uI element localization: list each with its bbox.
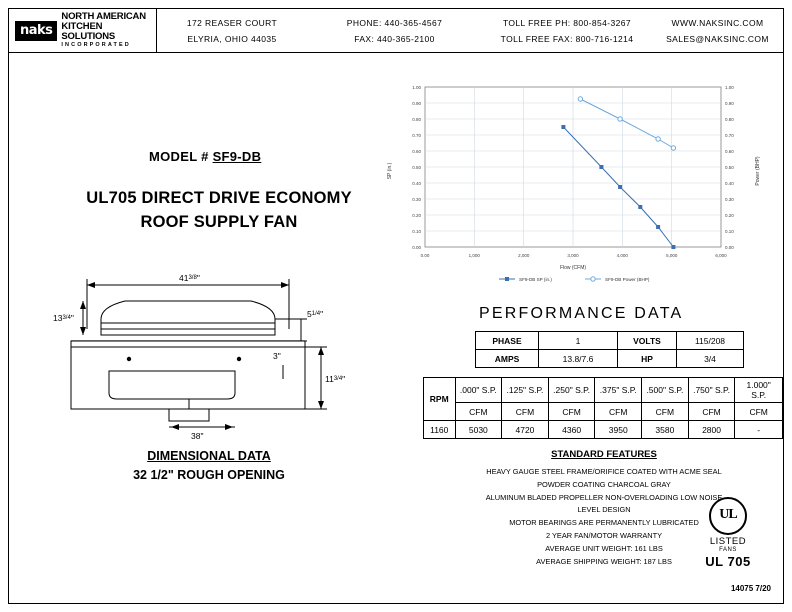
feature-item: HEAVY GAUGE STEEL FRAME/ORIFICE COATED WITH ACME SEAL: [486, 466, 722, 476]
feature-item: ALUMINUM BLADED PROPELLER NON-OVERLOADING LOW NOISE: [485, 492, 723, 502]
logo-line-2: KITCHEN SOLUTIONS: [61, 21, 116, 43]
logo-line-1: NORTH AMERICAN: [61, 11, 146, 23]
fax-line: FAX: 440-365-2100: [354, 33, 435, 44]
electrical-specs-table: [475, 331, 744, 368]
sp-header-5: .750" S.P.: [688, 378, 735, 403]
logo-mark: naks: [15, 21, 57, 41]
dim-label-height-left: $13^{3/4}$": [53, 313, 74, 323]
sp-header-1: .125" S.P.: [502, 378, 549, 403]
caption-line-1: DIMENSIONAL DATA: [147, 449, 271, 463]
document-number: 14075 7/20: [730, 584, 771, 593]
unit-cell-0: CFM: [455, 403, 502, 421]
unit-cell-4: CFM: [642, 403, 689, 421]
svg-text:3,000: 3,000: [567, 253, 579, 258]
address-line-2: ELYRIA, OHIO 44035: [187, 33, 277, 44]
page-title: [59, 187, 379, 235]
header-tollfree: [482, 9, 652, 52]
feature-item: 2 YEAR FAN/MOTOR WARRANTY: [545, 531, 663, 541]
hp-value: 3/4: [677, 350, 744, 368]
phone-line: PHONE: 440-365-4567: [346, 17, 443, 28]
svg-text:0.20: 0.20: [725, 213, 734, 218]
cfm-value-5: 2800: [688, 421, 735, 439]
document-page: [8, 8, 784, 604]
dim-label-bottom: 38": [191, 431, 204, 441]
ul-certification-mark: [695, 497, 761, 569]
phase-value: 1: [539, 332, 618, 350]
drawing-caption: [39, 447, 379, 485]
svg-text:0.60: 0.60: [412, 149, 421, 154]
caption-line-2: 32 1/2" ROUGH OPENING: [133, 467, 285, 482]
unit-cell-6: CFM: [735, 403, 783, 421]
title-line-1: UL705 DIRECT DRIVE ECONOMY: [86, 189, 352, 207]
chart-xlabel: Flow (CFM): [559, 265, 587, 271]
cfm-value-6: -: [735, 421, 783, 439]
unit-cell-3: CFM: [595, 403, 642, 421]
svg-text:6,000: 6,000: [715, 253, 727, 258]
sp-header-3: .375" S.P.: [595, 378, 642, 403]
table-row: [424, 421, 783, 439]
tollfree-fax-line: TOLL FREE FAX: 800-716-1214: [500, 33, 634, 44]
email-line[interactable]: SALES@NAKSINC.COM: [666, 33, 769, 44]
model-value: SF9-DB: [212, 149, 262, 164]
model-label: MODEL #: [149, 149, 213, 164]
sp-header-6: 1.000" S.P.: [735, 378, 783, 403]
features-title: STANDARD FEATURES: [551, 449, 657, 460]
dim-label-curb-height: $5^{1/4}$": [307, 309, 324, 319]
dim-label-inner: 3": [273, 351, 281, 361]
svg-text:0.90: 0.90: [412, 101, 421, 106]
sp-header-2: .250" S.P.: [548, 378, 595, 403]
ul-standard-number: UL 705: [705, 554, 751, 569]
table-header-row: [424, 378, 783, 403]
page-header: [9, 9, 783, 53]
svg-text:0.70: 0.70: [412, 133, 421, 138]
svg-text:0.20: 0.20: [412, 213, 421, 218]
feature-item: POWDER COATING CHARCOAL GRAY: [537, 479, 671, 489]
svg-text:5,000: 5,000: [666, 253, 678, 258]
tollfree-phone-line: TOLL FREE PH: 800-854-3267: [502, 17, 632, 28]
svg-text:0.40: 0.40: [725, 181, 734, 186]
svg-text:0.70: 0.70: [725, 133, 734, 138]
header-phone: [307, 9, 482, 52]
dim-label-base-height: $11^{3/4}$": [325, 374, 346, 384]
table-units-row: [424, 403, 783, 421]
svg-text:0.30: 0.30: [725, 197, 734, 202]
cfm-value-1: 4720: [502, 421, 549, 439]
legend-label-sp: SF9-DB SP (in.): [519, 277, 552, 282]
table-row: [476, 332, 744, 350]
svg-text:0.10: 0.10: [412, 229, 421, 234]
svg-text:0.40: 0.40: [412, 181, 421, 186]
performance-chart: [369, 79, 777, 294]
ul-category-label: FANS: [719, 547, 737, 553]
feature-item: AVERAGE UNIT WEIGHT: 161 LBS: [545, 544, 663, 554]
svg-text:1,000: 1,000: [468, 253, 480, 258]
table-row: [476, 350, 744, 368]
svg-text:0.30: 0.30: [412, 197, 421, 202]
unit-cell-2: CFM: [548, 403, 595, 421]
dimensional-drawing: [39, 267, 379, 477]
model-line: [149, 149, 261, 164]
title-line-2: ROOF SUPPLY FAN: [140, 212, 298, 231]
unit-cell-1: CFM: [502, 403, 549, 421]
volts-label: VOLTS: [618, 332, 677, 350]
header-web: [652, 9, 783, 52]
amps-value: 13.8/7.6: [539, 350, 618, 368]
cfm-value-2: 4360: [548, 421, 595, 439]
svg-text:0.00: 0.00: [725, 245, 734, 250]
ul-logo-icon: UL: [709, 497, 747, 535]
volts-value: 115/208: [677, 332, 744, 350]
chart-y2label: Power (BHP): [755, 156, 761, 186]
cfm-value-4: 3580: [642, 421, 689, 439]
feature-item: LEVEL DESIGN: [577, 505, 631, 515]
phase-label: PHASE: [476, 332, 539, 350]
cfm-value-3: 3950: [595, 421, 642, 439]
svg-text:0.50: 0.50: [725, 165, 734, 170]
svg-text:0.60: 0.60: [725, 149, 734, 154]
chart-ylabel: SP (in.): [387, 162, 393, 180]
feature-item: MOTOR BEARINGS ARE PERMANENTLY LUBRICATED: [509, 518, 699, 528]
unit-cell-5: CFM: [688, 403, 735, 421]
header-address: [157, 9, 307, 52]
logo-line-3: INCORPORATED: [61, 42, 131, 49]
legend-label-bhp: SF9-DB Power (BHP): [605, 277, 650, 282]
ul-listed-label: LISTED: [709, 536, 747, 547]
feature-item: AVERAGE SHIPPING WEIGHT: 187 LBS: [536, 557, 672, 567]
cfm-value-0: 5030: [455, 421, 502, 439]
svg-text:1.00: 1.00: [412, 85, 421, 90]
dim-label-width-top: $41^{3/8}$": [179, 273, 200, 283]
svg-text:0.00: 0.00: [420, 253, 430, 258]
svg-text:0.90: 0.90: [725, 101, 734, 106]
rpm-value: 1160: [424, 421, 456, 439]
svg-text:0.10: 0.10: [725, 229, 734, 234]
svg-text:1.00: 1.00: [725, 85, 734, 90]
address-line-1: 172 REASER COURT: [186, 17, 278, 28]
svg-text:0.80: 0.80: [725, 117, 734, 122]
svg-text:0.80: 0.80: [412, 117, 421, 122]
svg-text:2,000: 2,000: [518, 253, 530, 258]
svg-text:0.00: 0.00: [412, 245, 421, 250]
sp-header-4: .500" S.P.: [642, 378, 689, 403]
svg-text:0.50: 0.50: [412, 165, 421, 170]
performance-table: [423, 377, 783, 439]
amps-label: AMPS: [476, 350, 539, 368]
website-line[interactable]: WWW.NAKSINC.COM: [671, 17, 764, 28]
sp-header-0: .000" S.P.: [455, 378, 502, 403]
chart-legend: [499, 277, 650, 282]
company-logo: [9, 9, 157, 52]
hp-label: HP: [618, 350, 677, 368]
logo-text: [61, 12, 156, 49]
rpm-header: RPM: [424, 378, 456, 421]
performance-data-heading: PERFORMANCE DATA: [479, 305, 684, 322]
svg-text:4,000: 4,000: [616, 253, 628, 258]
